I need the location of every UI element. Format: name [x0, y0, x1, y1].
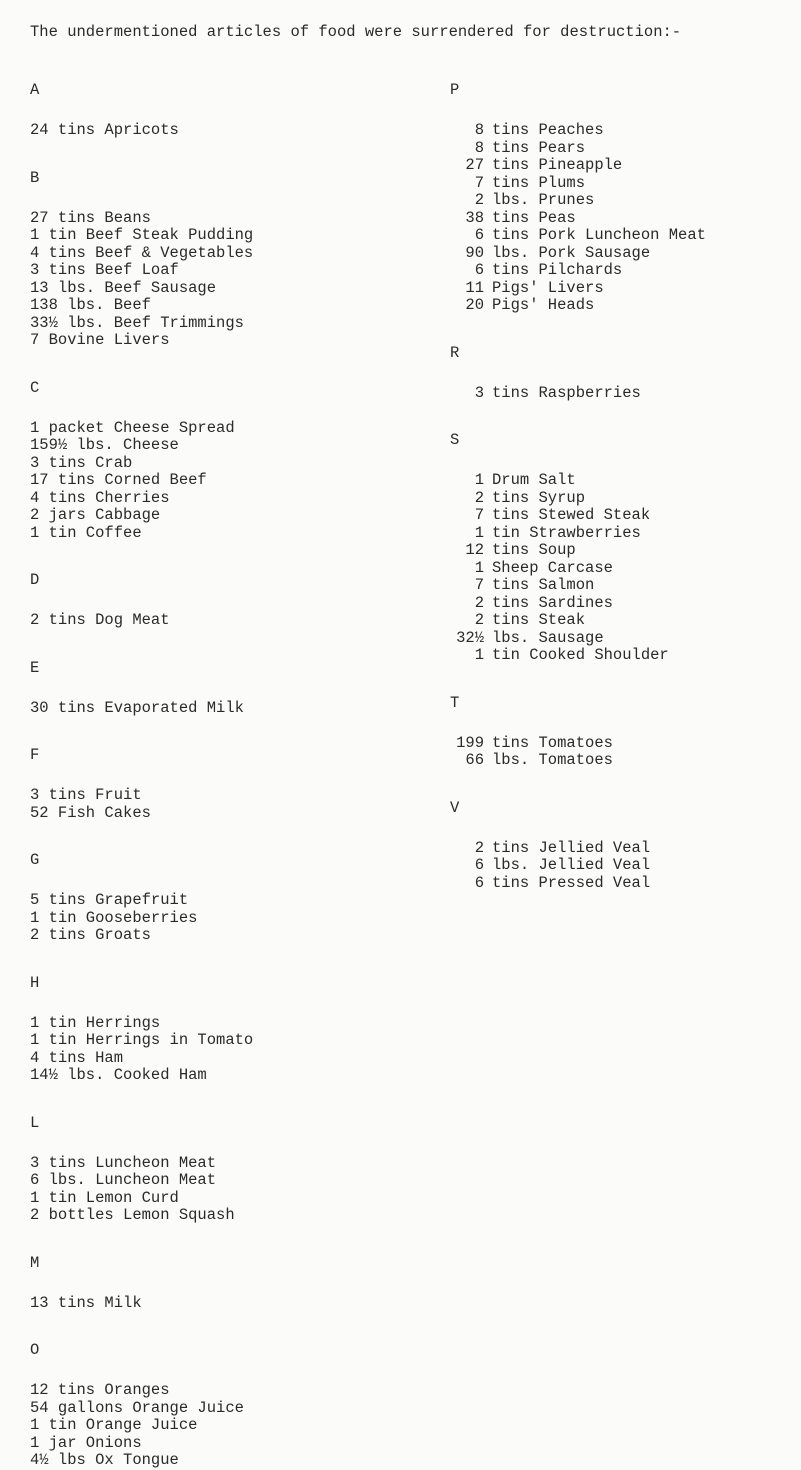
list-item: 1 jar Onions — [30, 1433, 142, 1452]
section-letter-t: T — [450, 693, 460, 712]
item-quantity: 90 — [465, 243, 484, 262]
section-letter-c: C — [30, 378, 40, 397]
item-description: tins Soup — [492, 541, 576, 559]
list-item: 4 tins Beef & Vegetables — [30, 243, 254, 262]
section-spacer — [450, 818, 795, 840]
item-list-a — [30, 122, 450, 140]
item-description: tin Strawberries — [492, 523, 641, 542]
item-description: lbs. Sausage — [492, 628, 604, 647]
section-letter-f: F — [30, 746, 40, 764]
item-description: Sheep Carcase — [492, 558, 613, 577]
list-item: 2 jars Cabbage — [30, 506, 161, 524]
list-item — [450, 140, 795, 158]
item-list-g — [30, 892, 450, 945]
section-letter-p: P — [450, 81, 460, 99]
item-quantity: 20 — [465, 296, 484, 314]
section-letter-s: S — [450, 431, 460, 449]
section-spacer — [30, 1133, 450, 1155]
section-gap — [30, 1085, 450, 1113]
item-description: tins Raspberries — [492, 383, 641, 402]
item-description: tins Plums — [492, 173, 586, 192]
list-item: 1 tin Gooseberries — [30, 908, 198, 927]
item-quantity: 66 — [465, 751, 484, 769]
section-letter-a: A — [30, 81, 40, 99]
item-list-l — [30, 1155, 450, 1225]
list-item: 13 tins Milk — [30, 1293, 142, 1312]
item-list-m — [30, 1295, 450, 1313]
item-list-d — [30, 612, 450, 630]
list-item: 52 Fish Cakes — [30, 803, 151, 822]
item-quantity: 11 — [465, 278, 484, 297]
item-description: tins Steak — [492, 611, 586, 629]
section-spacer — [450, 100, 795, 122]
list-item — [450, 262, 795, 280]
item-quantity: 2 — [474, 593, 484, 612]
item-list-s — [450, 472, 795, 665]
list-item: 12 tins Oranges — [30, 1381, 170, 1399]
item-description: tins Syrup — [492, 488, 586, 507]
section-gap — [30, 717, 450, 745]
item-description: tins Peaches — [492, 121, 604, 139]
item-quantity: 6 — [474, 856, 484, 874]
item-description: tins Jellied Veal — [492, 838, 651, 857]
section-letter-o: O — [30, 1341, 40, 1359]
item-quantity: 8 — [474, 121, 484, 139]
item-description: tins Salmon — [492, 576, 595, 594]
section-spacer — [30, 678, 450, 700]
item-description: tin Cooked Shoulder — [492, 646, 669, 664]
section-gap — [30, 1225, 450, 1253]
list-item — [450, 122, 795, 140]
section-letter-b: B — [30, 168, 40, 187]
item-list-o — [30, 1382, 450, 1470]
list-item — [450, 525, 795, 543]
item-quantity: 12 — [465, 541, 484, 559]
section-letter-l: L — [30, 1113, 40, 1132]
list-item: 24 tins Apricots — [30, 121, 179, 139]
list-item — [450, 875, 795, 893]
list-item: 3 tins Luncheon Meat — [30, 1153, 217, 1172]
section-gap — [30, 945, 450, 973]
list-item — [450, 490, 795, 508]
list-item — [450, 560, 795, 578]
section-spacer — [450, 363, 795, 385]
item-description: Drum Salt — [492, 471, 576, 489]
list-item — [450, 595, 795, 613]
list-item — [450, 192, 795, 210]
list-item — [450, 385, 795, 403]
list-item — [450, 507, 795, 525]
list-item — [450, 612, 795, 630]
section-gap — [450, 315, 795, 343]
left-column — [30, 80, 450, 1470]
item-list-e — [30, 700, 450, 718]
item-description: tins Tomatoes — [492, 733, 613, 752]
section-letter-r: R — [450, 343, 460, 362]
section-letter-d: D — [30, 571, 40, 589]
list-item — [450, 227, 795, 245]
item-list-f — [30, 787, 450, 822]
item-quantity: 1 — [474, 471, 484, 489]
section-spacer — [30, 1273, 450, 1295]
list-item: 1 tin Orange Juice — [30, 1416, 198, 1434]
section-spacer — [450, 713, 795, 735]
list-item: 1 tin Herrings in Tomato — [30, 1031, 254, 1049]
list-item: 1 tin Coffee — [30, 523, 142, 542]
list-item: 54 gallons Orange Juice — [30, 1398, 244, 1417]
list-item: 2 tins Dog Meat — [30, 611, 170, 629]
section-letter-g: G — [30, 851, 40, 869]
list-item — [450, 840, 795, 858]
section-gap — [450, 770, 795, 798]
item-description: tins Pineapple — [492, 156, 623, 174]
list-item — [450, 647, 795, 665]
item-description: Pigs' Heads — [492, 296, 595, 314]
list-item: 3 tins Fruit — [30, 786, 142, 804]
list-item — [450, 297, 795, 315]
list-item — [450, 542, 795, 560]
item-list-b — [30, 210, 450, 350]
section-gap — [450, 402, 795, 430]
item-quantity: 27 — [465, 156, 484, 174]
list-item: 2 bottles Lemon Squash — [30, 1206, 235, 1224]
list-item: 159½ lbs. Cheese — [30, 436, 179, 454]
item-description: tins Sardines — [492, 593, 613, 612]
intro-text: The undermentioned articles of food were surrendered for destruction:- — [30, 23, 682, 41]
list-item: 6 lbs. Luncheon Meat — [30, 1171, 217, 1189]
section-letter-h: H — [30, 973, 40, 992]
list-item — [450, 210, 795, 228]
item-quantity: 3 — [474, 383, 484, 402]
section-gap — [30, 630, 450, 658]
item-quantity: 7 — [474, 173, 484, 192]
section-spacer — [30, 590, 450, 612]
section-letter-e: E — [30, 658, 40, 677]
list-item: 17 tins Corned Beef — [30, 471, 207, 489]
list-item: 4 tins Ham — [30, 1048, 124, 1067]
list-item: 13 lbs. Beef Sausage — [30, 278, 217, 297]
item-quantity: 8 — [474, 138, 484, 157]
section-gap — [30, 350, 450, 378]
item-quantity: 6 — [474, 873, 484, 892]
item-quantity: 1 — [474, 646, 484, 664]
section-gap — [30, 1312, 450, 1340]
list-item: 3 tins Beef Loaf — [30, 261, 179, 279]
section-spacer — [30, 188, 450, 210]
item-quantity: 6 — [474, 226, 484, 244]
list-item — [450, 735, 795, 753]
item-description: lbs. Jellied Veal — [492, 856, 651, 874]
list-item — [450, 472, 795, 490]
list-item — [450, 175, 795, 193]
section-spacer — [30, 870, 450, 892]
section-gap — [30, 140, 450, 168]
list-item — [450, 280, 795, 298]
item-description: lbs. Pork Sausage — [492, 243, 651, 262]
list-item: 1 tin Herrings — [30, 1013, 161, 1032]
section-letter-m: M — [30, 1253, 40, 1272]
item-description: tins Pears — [492, 138, 586, 157]
section-spacer — [30, 765, 450, 787]
item-list-c — [30, 420, 450, 543]
list-item: 4 tins Cherries — [30, 488, 170, 507]
item-quantity: 2 — [474, 488, 484, 507]
item-description: tins Peas — [492, 208, 576, 227]
right-column — [450, 80, 795, 892]
section-spacer — [30, 100, 450, 122]
item-quantity: 199 — [456, 733, 484, 752]
item-quantity: 2 — [474, 191, 484, 209]
item-list-p — [450, 122, 795, 315]
section-gap — [450, 665, 795, 693]
list-item: 1 tin Beef Steak Pudding — [30, 226, 254, 244]
list-item: 1 tin Lemon Curd — [30, 1188, 179, 1207]
list-item: 2 tins Groats — [30, 926, 151, 944]
item-quantity: 2 — [474, 611, 484, 629]
section-spacer — [30, 1360, 450, 1382]
list-item: 5 tins Grapefruit — [30, 891, 189, 909]
item-description: lbs. Tomatoes — [492, 751, 613, 769]
item-description: tins Stewed Steak — [492, 506, 651, 524]
list-item — [450, 245, 795, 263]
list-item — [450, 577, 795, 595]
list-item — [450, 630, 795, 648]
item-description: tins Pilchards — [492, 261, 623, 279]
item-quantity: 7 — [474, 576, 484, 594]
item-quantity: 38 — [465, 208, 484, 227]
item-quantity: 32½ — [456, 628, 484, 647]
list-item: 14½ lbs. Cooked Ham — [30, 1066, 207, 1084]
section-spacer — [450, 450, 795, 472]
list-item: 3 tins Crab — [30, 453, 133, 472]
item-quantity: 2 — [474, 838, 484, 857]
item-description: tins Pork Luncheon Meat — [492, 226, 706, 244]
section-gap — [30, 542, 450, 570]
list-item: 33½ lbs. Beef Trimmings — [30, 313, 244, 332]
section-spacer — [30, 398, 450, 420]
item-list-t — [450, 735, 795, 770]
section-letter-v: V — [450, 798, 460, 817]
list-item: 4½ lbs Ox Tongue — [30, 1451, 179, 1469]
item-quantity: 1 — [474, 558, 484, 577]
list-item: 138 lbs. Beef — [30, 296, 151, 314]
item-description: tins Pressed Veal — [492, 873, 651, 892]
list-item: 7 Bovine Livers — [30, 331, 170, 349]
item-description: lbs. Prunes — [492, 191, 595, 209]
item-list-r — [450, 385, 795, 403]
list-item — [450, 752, 795, 770]
section-gap — [30, 822, 450, 850]
list-item — [450, 157, 795, 175]
item-list-h — [30, 1015, 450, 1085]
item-description: Pigs' Livers — [492, 278, 604, 297]
item-list-v — [450, 840, 795, 893]
section-spacer — [30, 993, 450, 1015]
item-quantity: 1 — [474, 523, 484, 542]
list-item: 30 tins Evaporated Milk — [30, 698, 244, 717]
item-quantity: 6 — [474, 261, 484, 279]
list-item: 27 tins Beans — [30, 208, 151, 227]
list-item: 1 packet Cheese Spread — [30, 418, 235, 437]
list-item — [450, 857, 795, 875]
item-quantity: 7 — [474, 506, 484, 524]
